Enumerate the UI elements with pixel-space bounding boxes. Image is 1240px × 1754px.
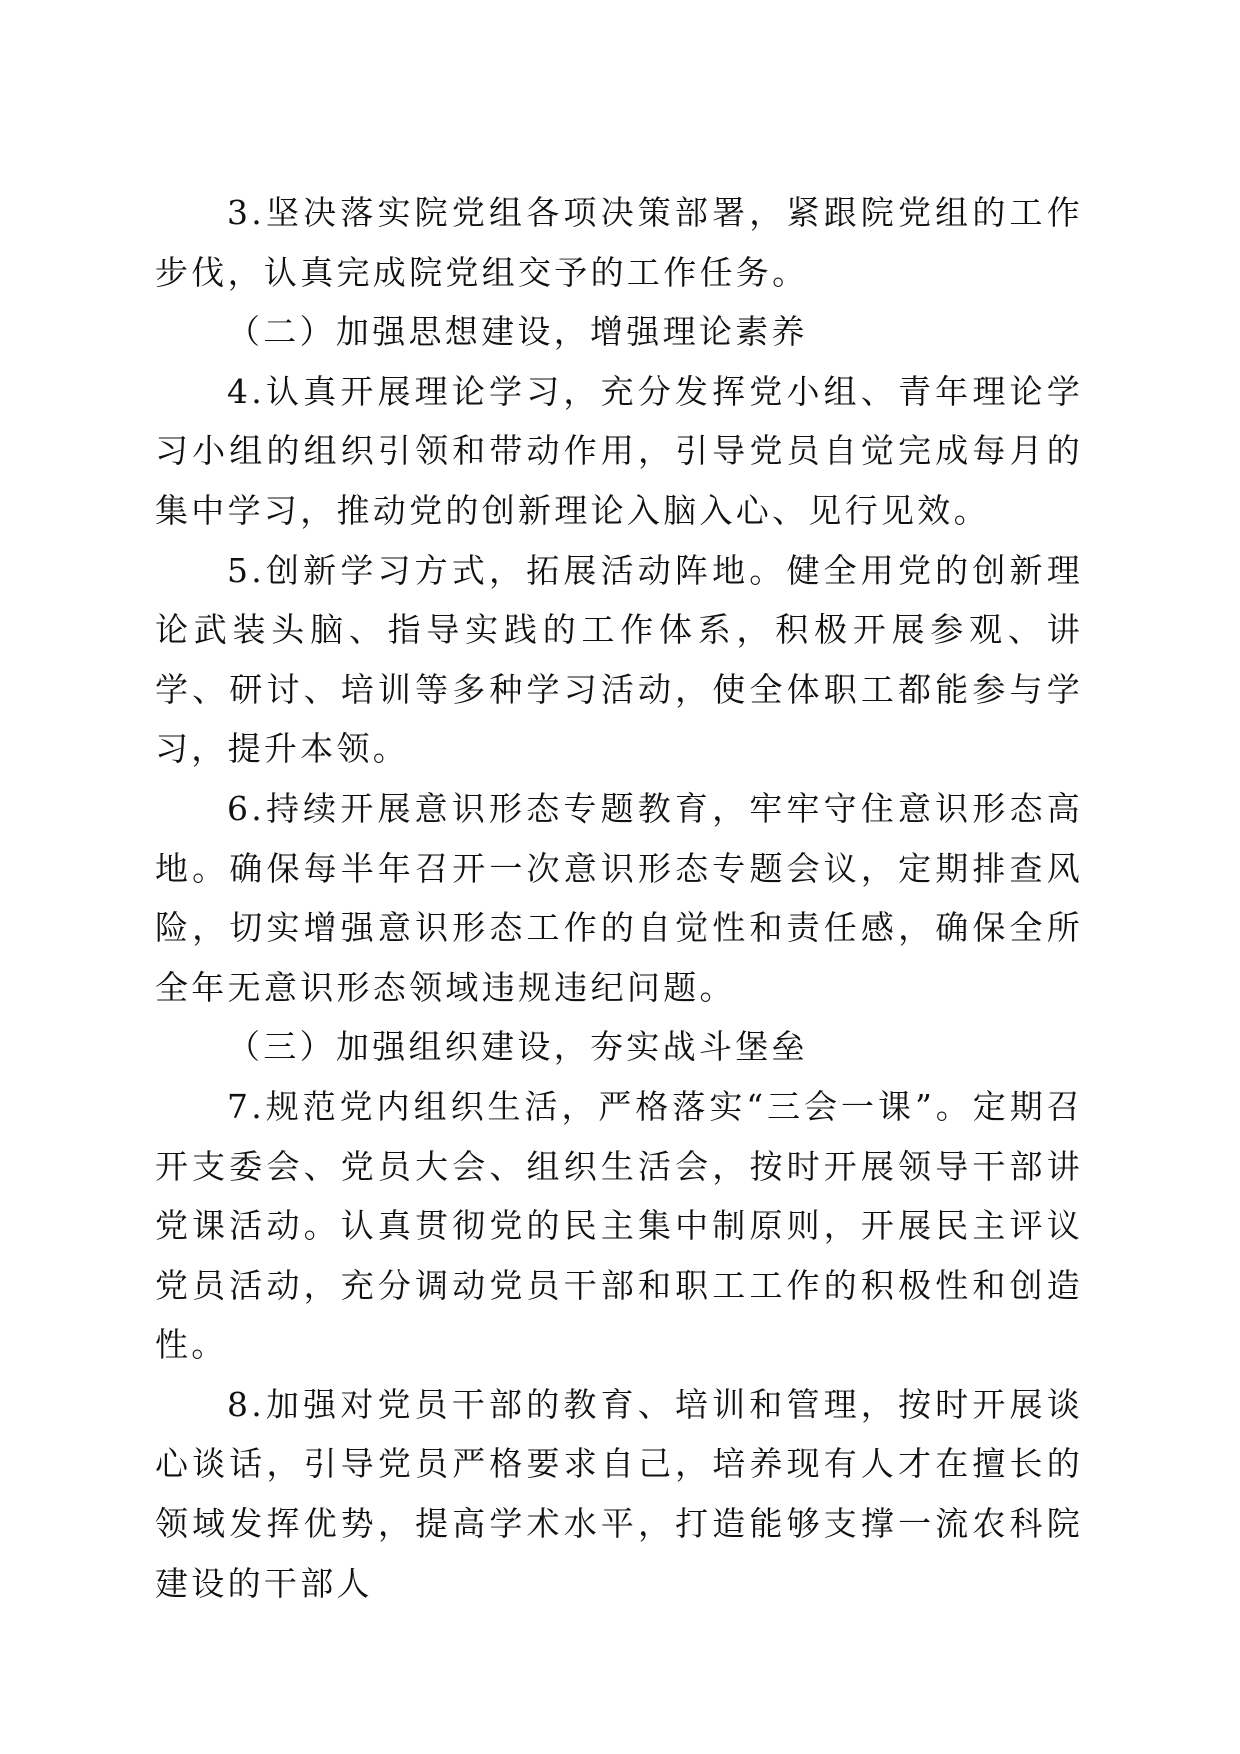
paragraph-item-5: 5.创新学习方式，拓展活动阵地。健全用党的创新理论武装头脑、指导实践的工作体系，积极开展参观、讲学、研讨、培训等多种学习活动，使全体职工都能参与学习，提升本领。: [155, 550, 1083, 769]
document-body: [155, 183, 1083, 1613]
paragraph-item-3: 3.坚决落实院党组各项决策部署，紧跟院党组的工作步伐，认真完成院党组交予的工作任务。: [155, 193, 1083, 292]
paragraph-item-6: 6.持续开展意识形态专题教育，牢牢守住意识形态高地。确保每半年召开一次意识形态专题会议，定期排查风险，切实增强意识形态工作的自觉性和责任感，确保全所全年无意识形态领域违规违纪问题。: [155, 788, 1083, 1007]
paragraph-item-7: 7.规范党内组织生活，严格落实“三会一课”。定期召开支委会、党员大会、组织生活会，按时开展领导干部讲党课活动。认真贯彻党的民主集中制原则，开展民主评议党员活动，充分调动党员干部和职工工作的积极性和创造性。: [155, 1086, 1083, 1365]
section-heading-2: （二）加强思想建设，增强理论素养: [227, 312, 808, 352]
paragraph-item-4: 4.认真开展理论学习，充分发挥党小组、青年理论学习小组的组织引领和带动作用，引导党员自觉完成每月的集中学习，推动党的创新理论入脑入心、见行见效。: [155, 371, 1083, 530]
paragraph-item-8: 8.加强对党员干部的教育、培训和管理，按时开展谈心谈话，引导党员严格要求自己，培养现有人才在擅长的领域发挥优势，提高学术水平，打造能够支撑一流农科院建设的干部人: [155, 1384, 1083, 1603]
section-heading-3: （三）加强组织建设，夯实战斗堡垒: [227, 1027, 808, 1067]
